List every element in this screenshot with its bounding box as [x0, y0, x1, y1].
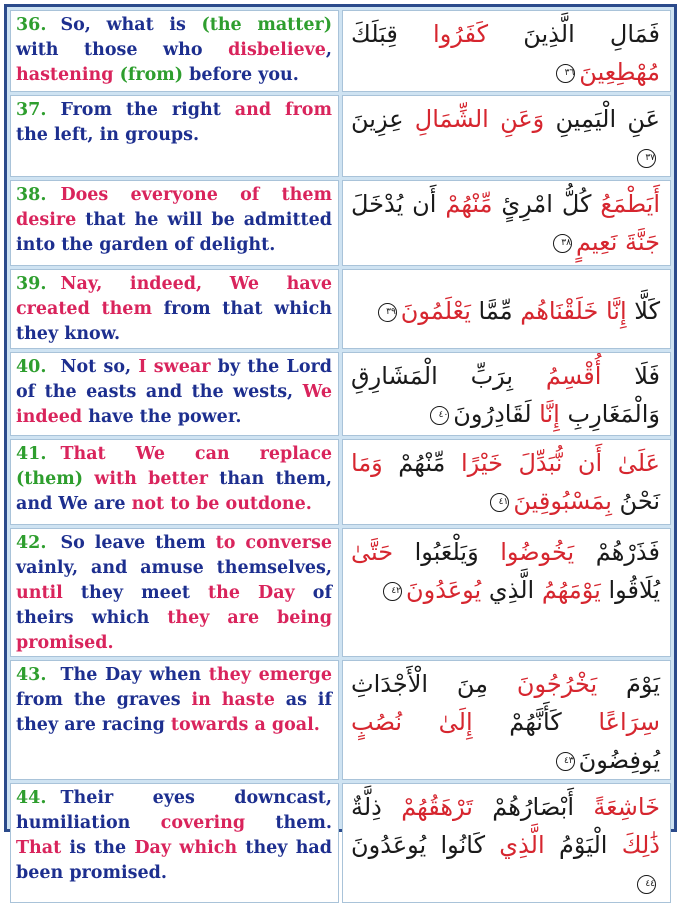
english-cell: [10, 439, 339, 525]
arabic-cell: [342, 660, 671, 780]
text-segment: بِمَسْبُوقِينَ: [513, 487, 612, 515]
text-segment: الْيَوْمُ: [544, 831, 622, 859]
text-segment: in haste: [191, 690, 275, 710]
english-text: [16, 665, 332, 735]
verse-row-44: [10, 783, 671, 903]
english-cell: [10, 180, 339, 266]
text-segment: of theirs which: [16, 583, 333, 628]
english-cell: [10, 783, 339, 903]
text-segment: سِرَاعًا: [598, 708, 660, 736]
ayah-marker: ٣٩: [378, 303, 397, 322]
arabic-text: [351, 20, 660, 86]
text-segment: the left, in groups.: [16, 125, 200, 145]
text-segment: أَبْصَارُهُمْ: [472, 793, 594, 821]
verse-sheet: [4, 4, 677, 889]
arabic-text: [351, 190, 660, 256]
verse-row-42: [10, 528, 671, 657]
ayah-marker: ٤٠: [430, 406, 449, 425]
text-segment: لَقَادِرُونَ: [453, 400, 540, 428]
english-cell: [10, 95, 339, 177]
text-segment: مِّنْهُمْ: [445, 190, 493, 218]
text-segment: يَخْرُجُونَ: [516, 670, 598, 698]
text-segment: I swear: [138, 357, 211, 377]
arabic-cell: [342, 10, 671, 92]
text-segment: إِنَّا: [539, 400, 560, 428]
english-cell: [10, 352, 339, 436]
text-segment: فَلَا: [601, 362, 661, 390]
text-segment: مِنَ الْأَجْدَاثِ: [351, 670, 517, 698]
english-cell: [10, 269, 339, 349]
text-segment: From the right: [60, 100, 235, 120]
text-segment: جَنَّةَ نَعِيمٍ: [575, 228, 660, 256]
verse-number: 43.: [16, 665, 47, 685]
text-segment: عَنِ الْيَمِينِ: [544, 105, 660, 133]
text-segment: Their eyes downcast, humiliation: [16, 788, 332, 833]
verse-row-37: [10, 95, 671, 177]
verse-rows: [10, 10, 671, 903]
english-cell: [10, 10, 339, 92]
text-segment: from the graves: [16, 690, 192, 710]
arabic-cell: [342, 352, 671, 436]
text-segment: Nay, indeed, We have created: [16, 274, 332, 319]
text-segment: ذَٰلِكَ: [621, 831, 660, 859]
text-segment: نَحْنُ: [611, 487, 660, 515]
text-segment: the Day: [208, 583, 295, 603]
text-segment: تَرْهَقُهُمْ: [401, 793, 473, 821]
text-segment: is the: [61, 838, 135, 858]
text-segment: than them, and We are: [16, 469, 332, 514]
english-text: [16, 533, 332, 653]
ayah-marker: ٤١: [490, 493, 509, 512]
text-segment: disbelieve: [228, 40, 326, 60]
arabic-cell: [342, 269, 671, 349]
text-segment: يَخُوضُوا: [500, 538, 575, 566]
text-segment: يُلَاقُوا: [600, 576, 660, 604]
text-segment: عَلَىٰ أَن نُّبَدِّلَ خَيْرًا: [460, 449, 660, 477]
text-segment: بِرَبِّ الْمَشَارِقِ وَالْمَغَارِبِ: [351, 362, 660, 428]
text-segment: Not so,: [60, 357, 139, 377]
text-segment: كَلَّا: [626, 297, 660, 325]
text-segment: فَمَالِ الَّذِينَ: [488, 20, 661, 48]
text-segment: hastening: [16, 65, 114, 85]
arabic-text: [351, 362, 660, 428]
text-segment: That We can replace: [60, 444, 332, 464]
verse-row-39: [10, 269, 671, 349]
verse-row-41: [10, 439, 671, 525]
text-segment: as if they are racing: [16, 690, 332, 735]
text-segment: أُقْسِمُ: [545, 362, 602, 390]
ayah-marker: ٤٤: [637, 875, 656, 894]
ayah-marker: ٣٧: [637, 149, 656, 168]
verse-row-43: [10, 660, 671, 780]
text-segment: ذِلَّةٌ: [351, 793, 402, 821]
text-segment: حَتَّىٰ: [351, 538, 394, 566]
text-segment: they are being promised.: [16, 608, 332, 653]
text-segment: not to be outdone.: [131, 494, 312, 514]
text-segment: from that which they know.: [16, 299, 332, 344]
arabic-text: [351, 105, 660, 133]
text-segment: Day which: [134, 838, 238, 858]
text-segment: أَيَطْمَعُ: [600, 190, 660, 218]
arabic-cell: [342, 783, 671, 903]
text-segment: مِّمَّا: [470, 297, 521, 325]
ayah-marker: ٣٦: [556, 64, 575, 83]
text-segment: The Day when: [60, 665, 209, 685]
text-segment: (from): [119, 65, 184, 85]
ayah-marker: ٤٢: [383, 582, 402, 601]
text-segment: until: [16, 583, 63, 603]
text-segment: كَانُوا يُوعَدُونَ: [351, 831, 500, 859]
verse-number: 39.: [16, 274, 47, 294]
text-segment: vainly, and amuse themselves,: [16, 558, 332, 578]
text-segment: وَمَا: [351, 449, 383, 477]
arabic-cell: [342, 180, 671, 266]
text-segment: عِزِينَ: [351, 105, 415, 133]
arabic-cell: [342, 439, 671, 525]
text-segment: before you.: [183, 65, 299, 85]
text-segment: they emerge: [208, 665, 332, 685]
text-segment: they had been promised.: [16, 838, 333, 883]
text-segment: ,: [325, 40, 332, 60]
english-cell: [10, 528, 339, 657]
text-segment: (the matter): [201, 15, 332, 35]
english-text: [16, 15, 332, 85]
verse-number: 42.: [16, 533, 47, 553]
english-text: [16, 788, 332, 883]
text-segment: وَيَلْعَبُوا: [393, 538, 501, 566]
verse-row-36: [10, 10, 671, 92]
arabic-cell: [342, 528, 671, 657]
english-text: [16, 444, 332, 514]
arabic-cell: [342, 95, 671, 177]
text-segment: with those who: [16, 40, 229, 60]
english-text: [16, 100, 332, 145]
text-segment: them.: [245, 813, 332, 833]
verse-number: 37.: [16, 100, 47, 120]
text-segment: to converse: [215, 533, 332, 553]
text-segment: كُلُّ امْرِئٍ: [492, 190, 601, 218]
text-segment: الَّذِي: [499, 831, 545, 859]
ayah-marker: ٤٣: [556, 752, 575, 771]
english-text: [16, 185, 332, 255]
text-segment: So, what is: [60, 15, 202, 35]
text-segment: إِنَّا خَلَقْنَاهُم: [520, 297, 627, 325]
text-segment: and from: [234, 100, 332, 120]
text-segment: يَوْمَ: [597, 670, 660, 698]
verse-table: [7, 7, 674, 906]
verse-number: 44.: [16, 788, 47, 808]
text-segment: So leave them: [60, 533, 216, 553]
verse-number: 38.: [16, 185, 47, 205]
text-segment: by the Lord of the easts and the wests,: [16, 357, 332, 402]
text-segment: يُوعَدُونَ: [406, 576, 482, 604]
text-segment: قِبَلَكَ: [351, 20, 434, 48]
text-segment: يَعْلَمُونَ: [400, 297, 471, 325]
verse-number: 40.: [16, 357, 47, 377]
text-segment: them: [101, 299, 152, 319]
arabic-text: [401, 297, 660, 325]
english-text: [16, 357, 332, 427]
text-segment: مُهْطِعِينَ: [579, 58, 660, 86]
text-segment: وَعَنِ الشِّمَالِ: [414, 105, 545, 133]
english-cell: [10, 660, 339, 780]
text-segment: That: [16, 838, 62, 858]
text-segment: have the power.: [82, 407, 242, 427]
text-segment: they meet: [62, 583, 209, 603]
verse-number: 41.: [16, 444, 47, 464]
text-segment: كَفَرُوا: [433, 20, 489, 48]
text-segment: أَن يُدْخَلَ: [351, 190, 446, 218]
text-segment: towards a goal.: [170, 715, 320, 735]
text-segment: (them): [16, 469, 84, 489]
text-segment: الَّذِي: [481, 576, 542, 604]
text-segment: مِّنْهُمْ: [382, 449, 461, 477]
text-segment: يَوْمَهُمُ: [541, 576, 601, 604]
text-segment: خَاشِعَةً: [593, 793, 661, 821]
text-segment: يُوفِضُونَ: [578, 746, 660, 774]
text-segment: Does everyone of them desire: [16, 185, 332, 230]
text-segment: that he will be admitted into the garden of delight.: [16, 210, 332, 255]
verse-row-40: [10, 352, 671, 436]
arabic-text: [351, 670, 660, 774]
text-segment: كَأَنَّهُمْ: [472, 708, 599, 736]
text-segment: فَذَرْهُمْ: [574, 538, 661, 566]
text-segment: with better: [83, 469, 209, 489]
text-segment: We indeed: [16, 382, 332, 427]
text-segment: إِلَىٰ نُصُبٍ: [351, 708, 473, 736]
text-segment: covering: [160, 813, 246, 833]
ayah-marker: ٣٨: [553, 234, 572, 253]
verse-number: 36.: [16, 15, 47, 35]
english-text: [16, 274, 332, 344]
arabic-text: [351, 793, 660, 859]
verse-row-38: [10, 180, 671, 266]
